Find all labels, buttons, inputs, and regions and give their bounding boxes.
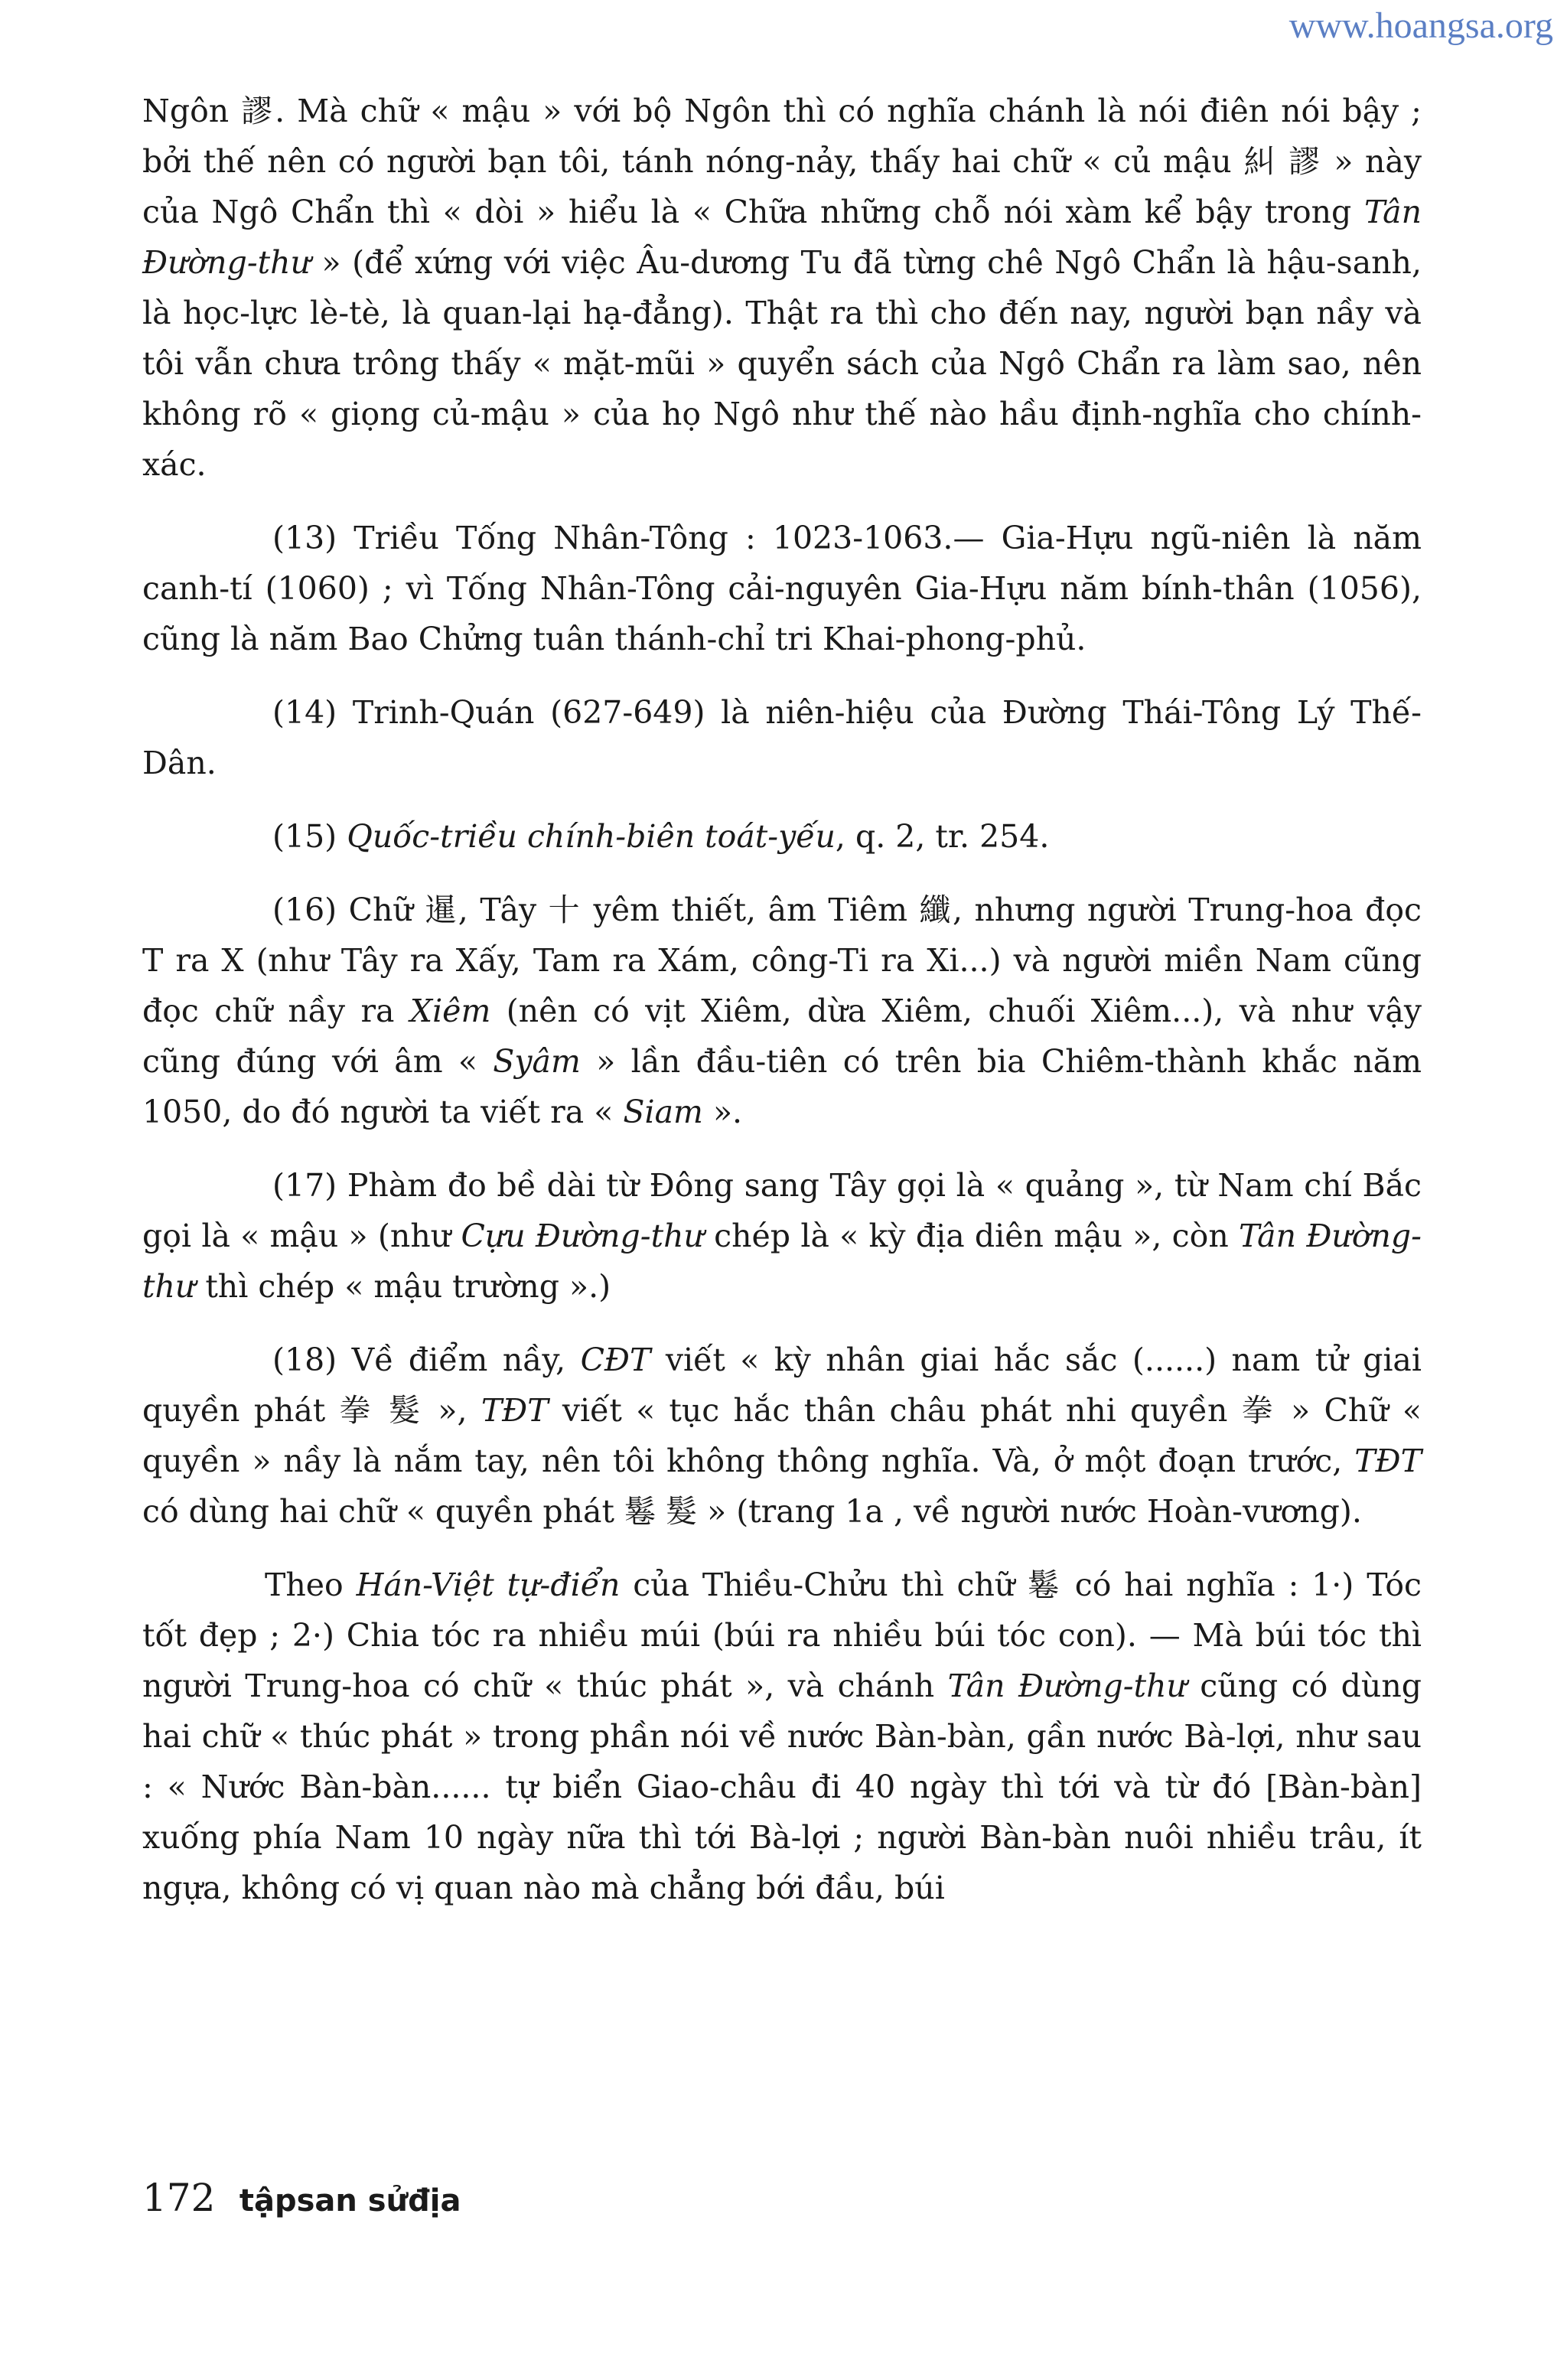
- text: Theo: [265, 1567, 357, 1603]
- note-15: [142, 811, 1422, 862]
- journal-title: tậpsan sửđịa: [239, 2183, 461, 2219]
- text: có dùng hai chữ « quyền phát 鬈 髮 » (trang 1a , về người nước Hoàn-vương).: [142, 1493, 1362, 1530]
- book-title: Tân Đường-thư: [142, 194, 1422, 281]
- page-footer: [142, 2175, 461, 2220]
- note-13: (13) Triều Tống Nhân-Tông : 1023-1063.— Gia-Hựu ngũ-niên là năm canh-tí (1060) ; vì Tống Nhân-Tông cải-nguyên Gia-Hựu năm bính-thân (1056), cũng là năm Bao Chửng tuân thánh-chỉ tri Khai-phong-phủ.: [142, 520, 1422, 657]
- page-body: [142, 86, 1422, 1936]
- book-title: Quốc-triều chính-biên toát-yếu: [347, 818, 836, 855]
- abbreviation: TĐT: [1354, 1443, 1422, 1479]
- note-16: [142, 885, 1422, 1137]
- abbreviation: CĐT: [580, 1342, 651, 1378]
- text: (15): [272, 818, 347, 855]
- book-title: Hán-Việt tự-điển: [356, 1567, 621, 1603]
- text: ».: [702, 1094, 743, 1130]
- note-18: [142, 1335, 1422, 1537]
- text: » (để xứng với việc Âu-dương Tu đã từng chê Ngô Chẩn là hậu-sanh, là học-lực lè-tè, là quan-lại hạ-đẳng). Thật ra thì cho đến nay, người bạn nầy và tôi vẫn chưa trông thấy « mặt-mũi » quyển sách của Ngô Chẩn ra làm sao, nên không rõ « giọng củ-mậu » của họ Ngô như thế nào hầu định-nghĩa cho chính-xác.: [142, 244, 1422, 483]
- text: của Thiều-Chửu thì chữ 鬈 có hai nghĩa : 1·) Tóc tốt đẹp ; 2·) Chia tóc ra nhiều múi (búi ra nhiều búi tóc con). — Mà búi tóc thì người Trung-hoa có chữ « thúc phát », và chánh: [142, 1567, 1422, 1704]
- text: thì chép « mậu trường ».): [195, 1268, 611, 1305]
- paragraph-continuation: [142, 86, 1422, 490]
- emphasis: Syâm: [493, 1043, 581, 1080]
- text: viết « tục hắc thân châu phát nhi quyền 拳 » Chữ « quyền » nầy là nắm tay, nên tôi không thông nghĩa. Và, ở một đoạn trước,: [142, 1392, 1422, 1479]
- book-title: Tân Đường-thư: [142, 1218, 1422, 1305]
- emphasis: Siam: [623, 1094, 703, 1130]
- text: » lần đầu-tiên có trên bia Chiêm-thành khắc năm 1050, do đó người ta viết ra «: [142, 1043, 1422, 1130]
- text: (16) Chữ 暹, Tây 十 yêm thiết, âm Tiêm 纖, nhưng người Trung-hoa đọc T ra X (như Tây ra Xấy, Tam ra Xám, công-Ti ra Xi...) và người miền Nam cũng đọc chữ nầy ra: [142, 892, 1422, 1029]
- page-number: 172: [142, 2176, 216, 2220]
- text: chép là « kỳ địa diên mậu », còn: [703, 1218, 1240, 1254]
- book-title: Tân Đường-thư: [947, 1668, 1187, 1704]
- watermark: www.hoangsa.org: [1288, 5, 1553, 46]
- note-14: (14) Trinh-Quán (627-649) là niên-hiệu của Đường Thái-Tông Lý Thế-Dân.: [142, 694, 1422, 781]
- paragraph-body: [142, 1560, 1422, 1913]
- text: Ngôn 謬. Mà chữ « mậu » với bộ Ngôn thì có nghĩa chánh là nói điên nói bậy ; bởi thế nên có người bạn tôi, tánh nóng-nảy, thấy hai chữ « củ mậu 糾 謬 » này của Ngô Chẩn thì « dòi » hiểu là « Chữa những chỗ nói xàm kể bậy trong: [142, 93, 1422, 230]
- text: cũng có dùng hai chữ « thúc phát » trong phần nói về nước Bàn-bàn, gần nước Bà-lợi, như sau : « Nước Bàn-bàn...... tự biển Giao-châu đi 40 ngày thì tới và từ đó [Bàn-bàn] xuống phía Nam 10 ngày nữa thì tới Bà-lợi ; người Bàn-bàn nuôi nhiều trâu, ít ngựa, không có vị quan nào mà chẳng bới đầu, búi: [142, 1668, 1422, 1906]
- book-title: Cựu Đường-thư: [461, 1218, 704, 1254]
- text: (nên có vịt Xiêm, dừa Xiêm, chuối Xiêm...), và như vậy cũng đúng với âm «: [142, 993, 1422, 1080]
- emphasis: Xiêm: [409, 993, 491, 1029]
- abbreviation: TĐT: [481, 1392, 549, 1429]
- note-17: [142, 1160, 1422, 1312]
- text: (17) Phàm đo bề dài từ Đông sang Tây gọi là « quảng », từ Nam chí Bắc gọi là « mậu » (như: [142, 1167, 1422, 1254]
- text: (18) Về điểm nầy,: [272, 1342, 581, 1378]
- text: viết « kỳ nhân giai hắc sắc (......) nam tử giai quyền phát 拳 髮 »,: [142, 1342, 1422, 1429]
- text: , q. 2, tr. 254.: [835, 818, 1050, 855]
